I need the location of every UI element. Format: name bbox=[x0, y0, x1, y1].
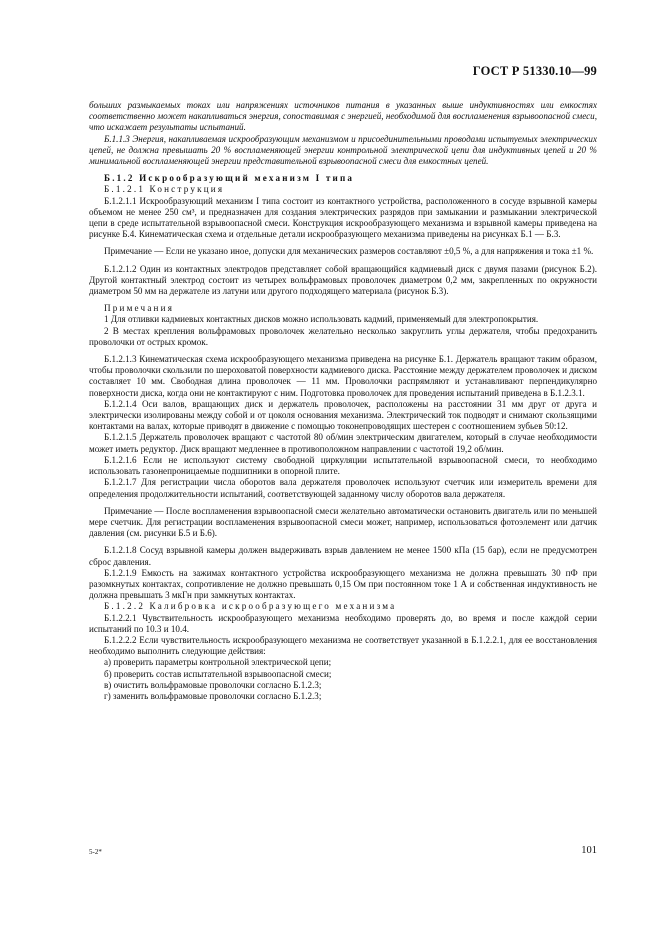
list-item-a: а) проверить параметры контрольной электрической цепи; bbox=[104, 657, 332, 668]
standard-code: ГОСТ Р 51330.10—99 bbox=[472, 64, 597, 78]
paragraph-b1-2-1-4: Б.1.2.1.4 Оси валов, вращающих диск и держатель проволочек, расположены на расстоянии 31 мм друг от друга и электрически изолированы между собой и от цоколя основания механизма. Электрический ток подводят и снимают скользящими контактами на валах, которые приводят в движение с помощью токонепроводящих шестерен с соотношением зубьев 50:12. bbox=[89, 398, 597, 432]
subsection-heading-b1-2-1 bbox=[89, 184, 597, 195]
subsection-heading-text: Б.1.2.1 Конструкция bbox=[104, 184, 225, 195]
paragraph-continuation: больших размыкаемых токах или напряжениях источников питания в указанных выше индуктивностях или емкостях соответственно может накапливаться энергия, сопоставимая с энергией, необходимой для воспламенения взрывоопасной смеси, что искажает результаты испытаний. bbox=[89, 100, 597, 133]
paragraph-b1-2-2-2: Б.1.2.2.2 Если чувствительность искрообразующего механизма не соответствует указанной в Б.1.2.2.1, для ее восстановления необходимо выполнить следующие действия: bbox=[89, 634, 597, 657]
section-heading-b1-2 bbox=[89, 173, 597, 184]
paragraph-b1-2-1-6: Б.1.2.1.6 Если не используют систему свободной циркуляции испытательной взрывоопасной смеси, то необходимо использовать газонепроницаемые подшипники в опорной плите. bbox=[89, 454, 597, 477]
paragraph-b1-2-1-3: Б.1.2.1.3 Кинематическая схема искрообразующего механизма приведена на рисунке Б.1. Держатель вращают таким образом, чтобы проволочки скользили по шероховатой поверхности кадмиевого диска. Расстояние между держателем проволочек и диском составляет 10 мм. Свободная длина проволочек — 11 мм. Проволочки распрямляют и устанавливают перпендикулярно поверхности диска, когда они не контактируют с ним. Подготовка проволочек для проведения испытаний приведена в Б.1.2.3.1. bbox=[89, 354, 597, 398]
note-ignition: Примечание — После воспламенения взрывоопасной смеси желательно автоматически остановить двигатель или по меньшей мере счетчик. Для регистрации воспламенения взрывоопасной смеси может, например, использоваться фотоэлемент или датчик давления (см. рисунки Б.5 и Б.6). bbox=[89, 505, 597, 539]
subsection-heading-text: Б.1.2.2 Калибровка искрообразующего механизма bbox=[104, 601, 397, 612]
section-heading-text: Б.1.2 Искрообразующий механизм I типа bbox=[104, 173, 355, 184]
paragraph-b1-2-1-9: Б.1.2.1.9 Емкость на зажимах контактного устройства искрообразующего механизма не должна превышать 30 пФ при разомкнутых контактах, сопротивление не должно превышать 0,15 Ом при постоянном токе 1 А и собственная индуктивность не должна превышать 3 мкГн при замкнутых контактах. bbox=[89, 567, 597, 601]
paragraph-b1-2-1-8: Б.1.2.1.8 Сосуд взрывной камеры должен выдерживать взрыв давлением не менее 1500 кПа (15 бар), если не предусмотрен сброс давления. bbox=[89, 545, 597, 567]
list-item-d: г) заменить вольфрамовые проволочки согласно Б.1.2.3; bbox=[104, 690, 322, 701]
note-2: 2 В местах крепления вольфрамовых проволочек желательно несколько закруглить углы держателя, чтобы предохранить проволочки от острых кромок. bbox=[89, 325, 597, 347]
paragraph-b1-2-2-1: Б.1.2.2.1 Чувствительность искрообразующего механизма необходимо проверять до, во время и после каждой серии испытаний по 10.3 и 10.4. bbox=[89, 612, 597, 634]
note-1: 1 Для отливки кадмиевых контактных дисков можно использовать кадмий, применяемый для электропокрытия. bbox=[104, 314, 539, 325]
signature-mark: 5-2* bbox=[89, 848, 102, 856]
document-body bbox=[89, 100, 597, 702]
list-item-b: б) проверить состав испытательной взрывоопасной смеси; bbox=[104, 668, 332, 679]
paragraph-b1-1-3: Б.1.1.3 Энергия, накапливаемая искрообразующим механизмом и присоединительными проводами испытуемых электрических цепей, не должна превышать 20 % воспламеняющей энергии контрольной электрической цепи для индуктивных цепей и 20 % минимальной воспламеняющей энергии представительной взрывоопасной смеси для емкостных цепей. bbox=[89, 133, 597, 167]
notes-heading-text: Примечания bbox=[104, 303, 175, 314]
paragraph-b1-2-1-7: Б.1.2.1.7 Для регистрации числа оборотов вала держателя проволочек используют счетчик или измеритель времени для определения продолжительности испытаний, соответствующей заданному числу оборотов вала держателя. bbox=[89, 477, 597, 499]
list-item-c: в) очистить вольфрамовые проволочки согласно Б.1.2.3; bbox=[104, 679, 322, 690]
note-tolerances: Примечание — Если не указано иное, допуски для механических размеров составляют ±0,5 %, а для напряжения и тока ±1 %. bbox=[104, 246, 594, 257]
paragraph-b1-2-1-2: Б.1.2.1.2 Один из контактных электродов представляет собой вращающийся кадмиевый диск с двумя пазами (рисунок Б.2). Другой контактный электрод состоит из четырех вольфрамовых проволочек диаметром 0,2 мм, закрепленных по окружности диаметром 50 мм на держателе из латуни или другого подходящего материала (рисунок Б.3). bbox=[89, 263, 597, 297]
paragraph-b1-2-1-5: Б.1.2.1.5 Держатель проволочек вращают с частотой 80 об/мин электрическим двигателем, который в случае необходимости может иметь редуктор. Диск вращают медленнее в противоположном направлении с частотой 19,2 об/мин. bbox=[89, 432, 597, 454]
paragraph-b1-2-1-1: Б.1.2.1.1 Искрообразующий механизм I типа состоит из контактного устройства, расположенного в сосуде взрывной камеры объемом не менее 250 см³, и предназначен для создания электрических разрядов при замыкании и размыкании электрической цепи в среде испытательной взрывоопасной смеси. Конструкция искрообразующего механизма и взрывной камеры приведена на рисунке Б.4. Кинематическая схема и отдельные детали искрообразующего механизма приведены на рисунках Б.1 — Б.3. bbox=[89, 195, 597, 240]
page-number: 101 bbox=[581, 845, 597, 856]
notes-heading bbox=[89, 303, 597, 314]
subsection-heading-b1-2-2 bbox=[89, 601, 597, 612]
